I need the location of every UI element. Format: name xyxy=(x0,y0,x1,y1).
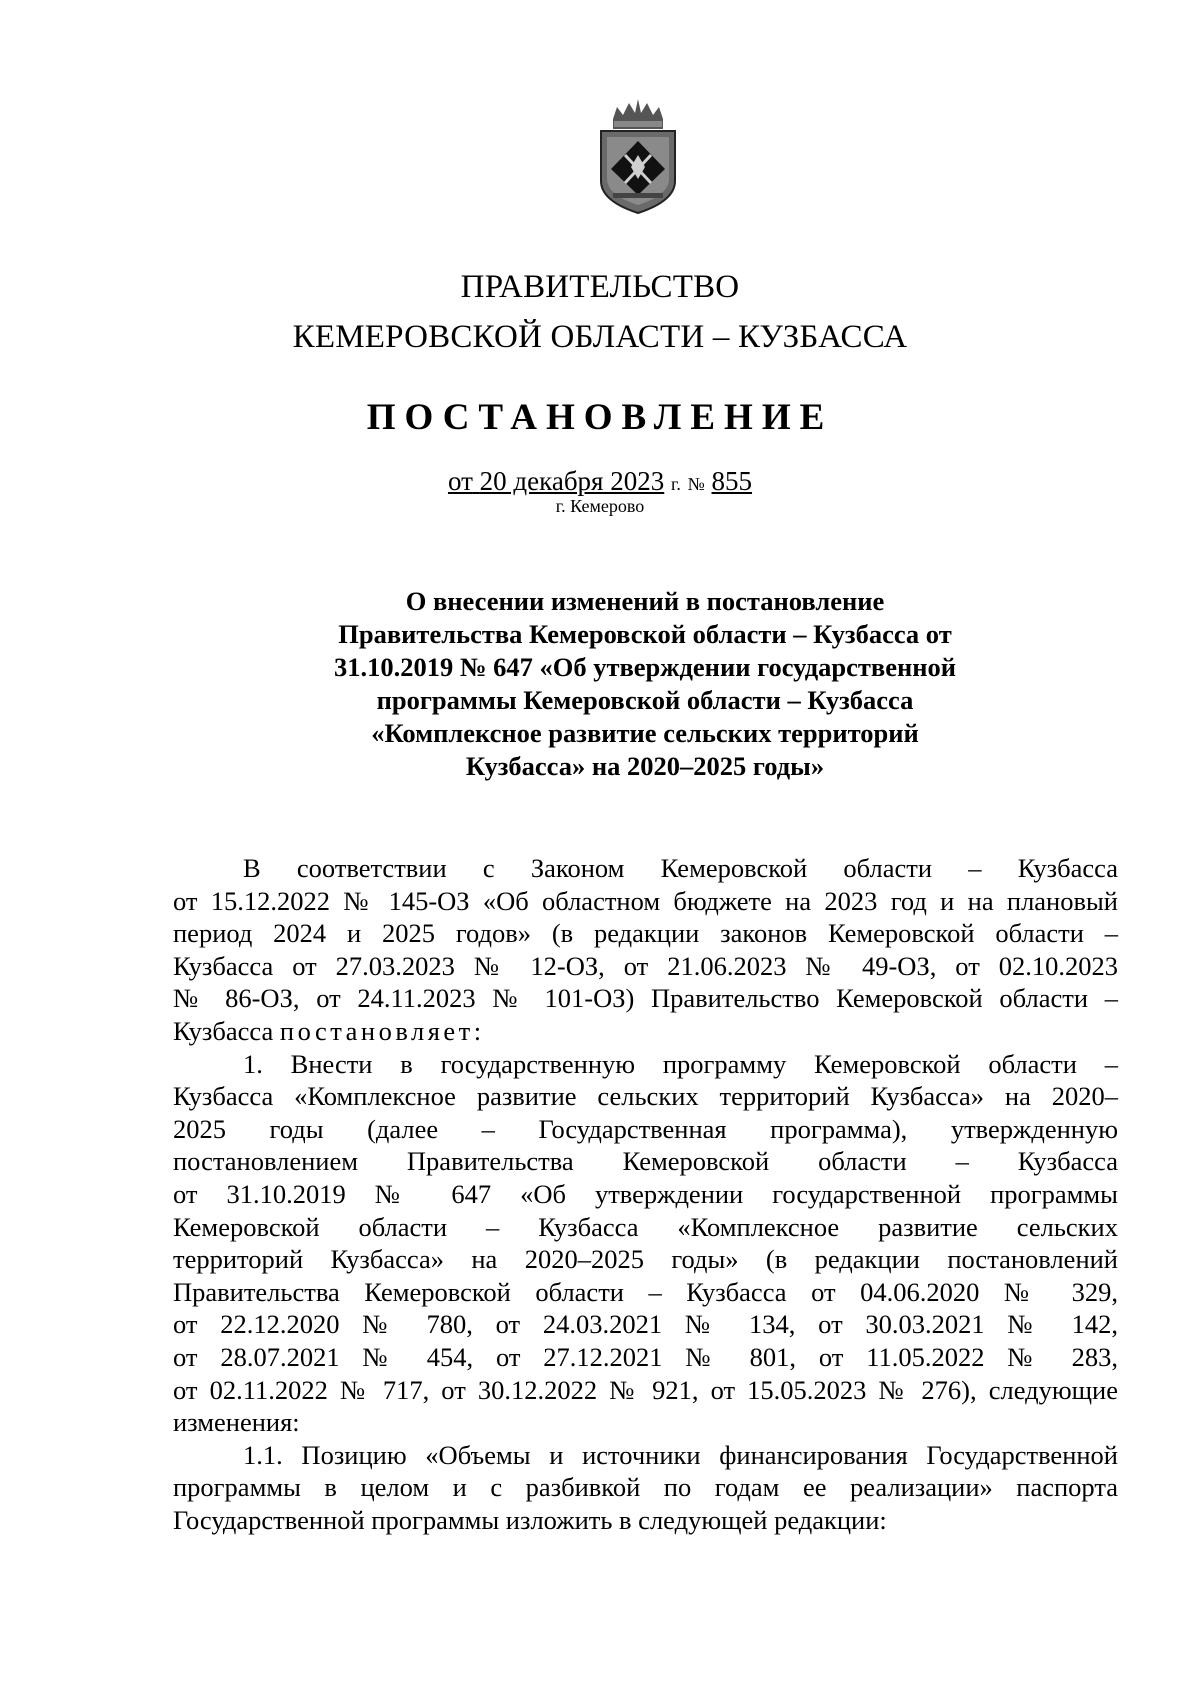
body-line: от 31.10.2019 № 647 «Об утверждении государственной программы xyxy=(173,1178,1118,1209)
authority-line-1: ПРАВИТЕЛЬСТВО xyxy=(460,269,740,305)
city-of-issue: г. Кемерово xyxy=(555,496,645,516)
body-line: Кузбасса «Комплексное развитие сельских территорий Кузбасса» на 2020– xyxy=(173,1081,1118,1112)
body-line: Кузбасса постановляет: xyxy=(173,1015,485,1046)
body-line: 1. Внести в государственную программу Кемеровской области – xyxy=(243,1048,1118,1079)
document-body xyxy=(173,852,1118,1536)
body-line: 2025 годы (далее – Государственная программа), утвержденную xyxy=(173,1113,1118,1144)
body-line: Кемеровской области – Кузбасса «Комплексное развитие сельских xyxy=(173,1211,1118,1242)
body-line: территорий Кузбасса» на 2020–2025 годы» (в редакции постановлений xyxy=(173,1244,1118,1275)
paragraph-item-1 xyxy=(173,1048,1118,1439)
body-line: изменения: xyxy=(173,1407,300,1438)
subject-line: 31.10.2019 № 647 «Об утверждении государственной xyxy=(333,652,957,682)
body-line: Кузбасса от 27.03.2023 № 12-ОЗ, от 21.06.2023 № 49-ОЗ, от 02.10.2023 xyxy=(173,950,1118,981)
resolves-word: постановляет: xyxy=(279,1015,485,1046)
number-sign: № xyxy=(687,474,705,494)
coat-of-arms-emblem xyxy=(591,97,685,215)
authority-line-2: КЕМЕРОВСКОЙ ОБЛАСТИ – КУЗБАССА xyxy=(292,319,908,355)
subject-line: программы Кемеровской области – Кузбасса xyxy=(376,685,914,715)
body-line: В соответствии с Законом Кемеровской области – Кузбасса xyxy=(243,853,1118,883)
body-line: программы в целом и с разбивкой по годам ее реализации» паспорта xyxy=(173,1472,1118,1503)
year-suffix: г. xyxy=(670,474,681,494)
subject-line: О внесении изменений в постановление xyxy=(405,586,885,616)
body-line: 1.1. Позицию «Объемы и источники финансирования Государственной xyxy=(243,1439,1118,1470)
body-line: № 86-ОЗ, от 24.11.2023 № 101-ОЗ) Правительство Кемеровской области – xyxy=(173,983,1118,1014)
subject-line: Правительства Кемеровской области – Кузбасса от xyxy=(338,619,952,649)
body-line: постановлением Правительства Кемеровской области – Кузбасса xyxy=(173,1146,1118,1177)
body-line: от 28.07.2021 № 454, от 27.12.2021 № 801, от 11.05.2022 № 283, xyxy=(173,1341,1118,1372)
document-type-title: ПОСТАНОВЛЕНИЕ xyxy=(366,397,834,438)
body-line: период 2024 и 2025 годов» (в редакции законов Кемеровской области – xyxy=(173,918,1118,949)
subject-line: Кузбасса» на 2020–2025 годы» xyxy=(465,751,825,781)
body-line: Правительства Кемеровской области – Кузбасса от 04.06.2020 № 329, xyxy=(173,1276,1118,1307)
document-subject xyxy=(250,585,1040,783)
body-line: от 02.11.2022 № 717, от 30.12.2022 № 921, от 15.05.2023 № 276), следующие xyxy=(173,1374,1118,1405)
paragraph-item-1-1 xyxy=(173,1439,1118,1537)
paragraph-preamble xyxy=(173,852,1118,1048)
issuing-authority xyxy=(0,262,1200,362)
subject-line: «Комплексное развитие сельских территорий xyxy=(371,718,919,748)
document-number: 855 xyxy=(711,466,753,496)
body-line: от 22.12.2020 № 780, от 24.03.2021 № 134, от 30.03.2021 № 142, xyxy=(173,1309,1118,1340)
body-line: от 15.12.2022 № 145-ОЗ «Об областном бюджете на 2023 год и на плановый xyxy=(173,885,1118,916)
date-value: от 20 декабря 2023 xyxy=(447,466,665,496)
body-line: Государственной программы изложить в следующей редакции: xyxy=(173,1504,887,1535)
